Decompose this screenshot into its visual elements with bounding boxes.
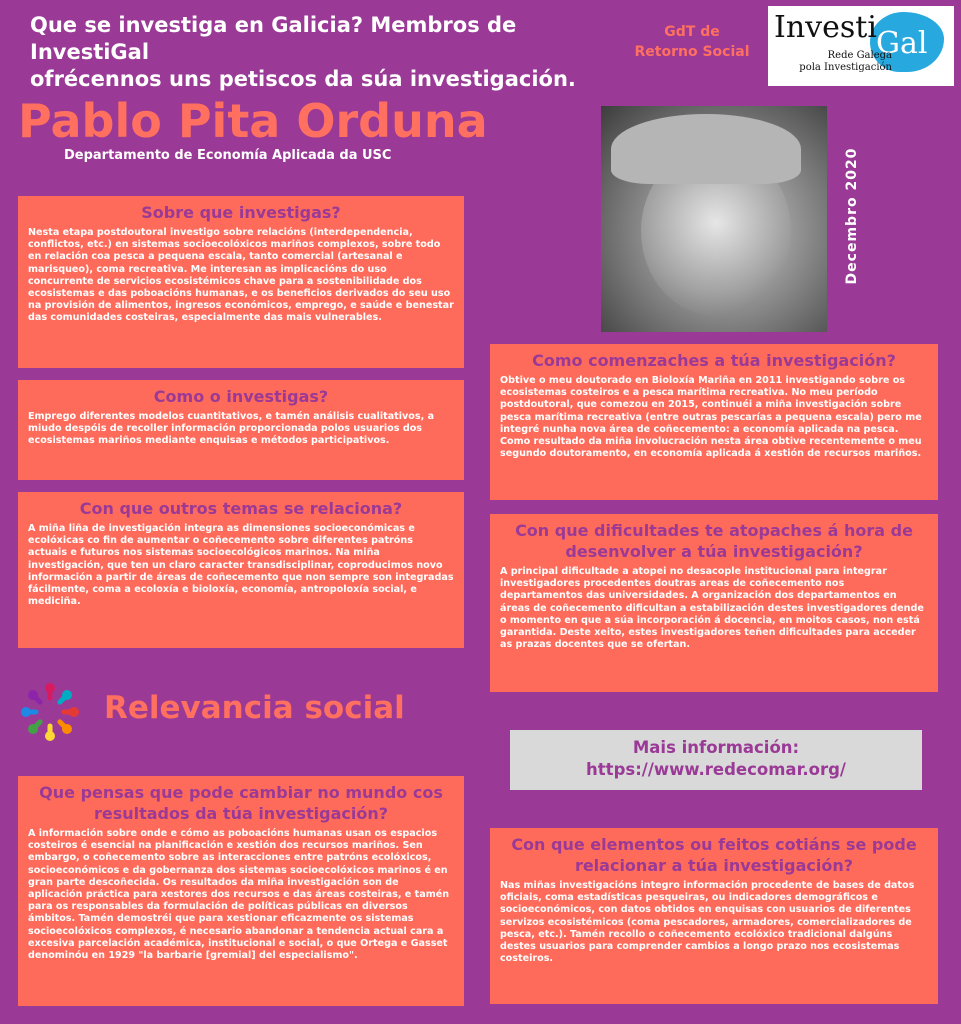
info-box xyxy=(510,730,922,790)
section-outros-title: Con que outros temas se relaciona? xyxy=(79,499,403,518)
logo-sub-line1: Rede Galega xyxy=(827,50,892,61)
section-cotians-title: Con que elementos ou feitos cotiáns se pode relacionar a túa investigación? xyxy=(511,835,917,875)
logo-investi-text: Investi xyxy=(774,10,877,45)
logo-sub-line2: pola Investigación xyxy=(799,62,892,73)
section-como-title: Como o investigas? xyxy=(153,387,329,406)
section-comenzaches-title: Como comenzaches a túa investigación? xyxy=(532,351,896,370)
figure-body xyxy=(33,722,40,729)
figure-body xyxy=(33,695,40,702)
date-label xyxy=(832,147,872,290)
date-text: Decembro 2020 xyxy=(844,147,860,285)
logo-subtitle xyxy=(782,50,892,74)
info-label: Mais información: xyxy=(632,738,800,757)
section-cotians-text: Nas miñas investigacións integro información procedente de bases de datos oficiais, coma estadísticas pesqueiras, ou indicadores demográficos e socioeconómicos, con datos obtidos en enquisas con usuarios de diferentes servizos ecosistémicos (coma pescadores, armadores, comercializadores de pesca, etc.). Tamén recollo o coñecemento ecolóxico tradicional dalgúns destes usuarios para comprender cambios a longo prazo nos ecosistemas costeiros. xyxy=(500,880,915,965)
people-circle-icon xyxy=(18,680,82,744)
section-cambiar-title: Que pensas que pode cambiar no mundo cos resultados da túa investigación? xyxy=(39,783,443,823)
header-title-line1: Que se investiga en Galicia? Membros de InvestiGal xyxy=(30,13,517,64)
gdt-line1: GdT de xyxy=(664,24,720,40)
section-como xyxy=(18,380,464,480)
section-como-text: Emprego diferentes modelos cuantitativos, e tamén análisis cualitativos, a miudo despóis de recoller información proporcionada polos usuarios dos ecosistemas mariños mediante enquisas e métodos participativos. xyxy=(28,411,435,447)
relevancia-title: Relevancia social xyxy=(104,690,405,726)
section-comenzaches-text: Obtive o meu doutorado en Bioloxía Mariña en 2011 investigando sobre os ecosistemas costeiros e a pesca marítima recreativa. No meu período postdoutoral, que comezou en 2015, continuéi a miña investigación sobre pesca marítima recreativa (entre outras pescarías a pequena escala) pero me integré nunha nova área de coñecemento: a economía aplicada na pesca. Como resultado da miña involucración nesta área obtive recentemente o meu segundo doutoramento, en economía aplicada á xestión de recursos mariños. xyxy=(500,375,922,460)
header-title-line2: ofrécennos uns petiscos da súa investigación. xyxy=(30,67,576,91)
person-photo xyxy=(601,106,827,332)
section-cambiar-text: A información sobre onde e cómo as poboacións humanas usan os espacios costeiros é esencial na planificación e xestión dos recursos mariños. Sen embargo, o coñecemento sobre as interacciones entre patróns ecolóxicos, socioeconómicos e da gobernanza dos sistemas socioecolóxicos marinos é en gran parte descoñecida. Os resultados da miña investigación son de aplicación práctica para xestores dos recursos e das áreas costeiras, e tamén para os responsables da formulación de políticas públicas en diversos ámbitos. Tamén demostréi que para xestionar eficazmente os sistemas socioecolóxicos complexos, é necesario abandonar a tendencia actual cara a excesiva parcelación académica, institucional e social, o que Ortega e Gasset denominóu en 1929 "la barbarie [gremial] del especialismo". xyxy=(28,828,450,962)
section-sobre xyxy=(18,196,464,368)
logo-gal-text: Gal xyxy=(876,26,928,61)
person-name: Pablo Pita Orduna xyxy=(18,94,488,148)
section-sobre-title: Sobre que investigas? xyxy=(141,203,341,222)
section-dificultades-title: Con que dificultades te atopaches á hora de desenvolver a túa investigación? xyxy=(515,521,913,561)
figure-body xyxy=(60,722,67,729)
section-cambiar xyxy=(18,776,464,1006)
gdt-line2: Retorno Social xyxy=(634,44,750,60)
investigal-logo xyxy=(768,6,954,86)
section-sobre-text: Nesta etapa postdoutoral investigo sobre relacións (interdependencia, conflictos, etc.) en sistemas socioecolóxicos mariños complexos, sobre todo en relación coa pesca a pequena escala, tanto comercial (artesanal e marisqueo), coma recreativa. Me interesan as implicacións do uso concurrente de servicios ecosistémicos chave para a sostenibilidade dos ecosistemas e das poboacións humanas, e os beneficios derivados do seu uso na provisión de alimentos, ingresos económicos, emprego, e saúde e benestar das comunidades costeiras, especialmente das mais vulnerables. xyxy=(28,227,454,324)
section-outros xyxy=(18,492,464,648)
section-dificultades xyxy=(490,514,938,692)
figure-body xyxy=(60,695,67,702)
section-dificultades-text: A principal dificultade a atopei no desacople institucional para integrar investigadores procedentes doutras areas de coñecemento nos departamentos das universidades. A organización dos departamentos en áreas de coñecemento dificultan a estabilización destes investigadores dende o momento en que a súa incorporación á docencia, en moitos casos, non está garantida. Deste xeito, estes investigadores teñen dificultades para acceder as prazas docentes que se ofertan. xyxy=(500,566,924,651)
section-cotians xyxy=(490,828,938,1004)
gdt-label xyxy=(622,22,762,62)
section-outros-text: A miña liña de investigación integra as dimensiones socioeconómicas e ecolóxicas co fin de aumentar o coñecemento sobre diferentes patróns actuais e futuros nos sistemas socioecológicos marinos. Na miña investigación, que ten un claro caracter transdisciplinar, coproducimos novo información a partir de áreas de coñecemento que non sempre son integradas fácilmente, coma a ecoloxía e bioloxía, economía, antropoloxía social, e mediciña. xyxy=(28,523,454,608)
header-title xyxy=(30,12,630,93)
photo-cap-shape xyxy=(611,114,801,184)
section-comenzaches xyxy=(490,344,938,500)
info-url[interactable]: https://www.redecomar.org/ xyxy=(586,760,846,779)
department: Departamento de Economía Aplicada da USC xyxy=(64,148,392,163)
